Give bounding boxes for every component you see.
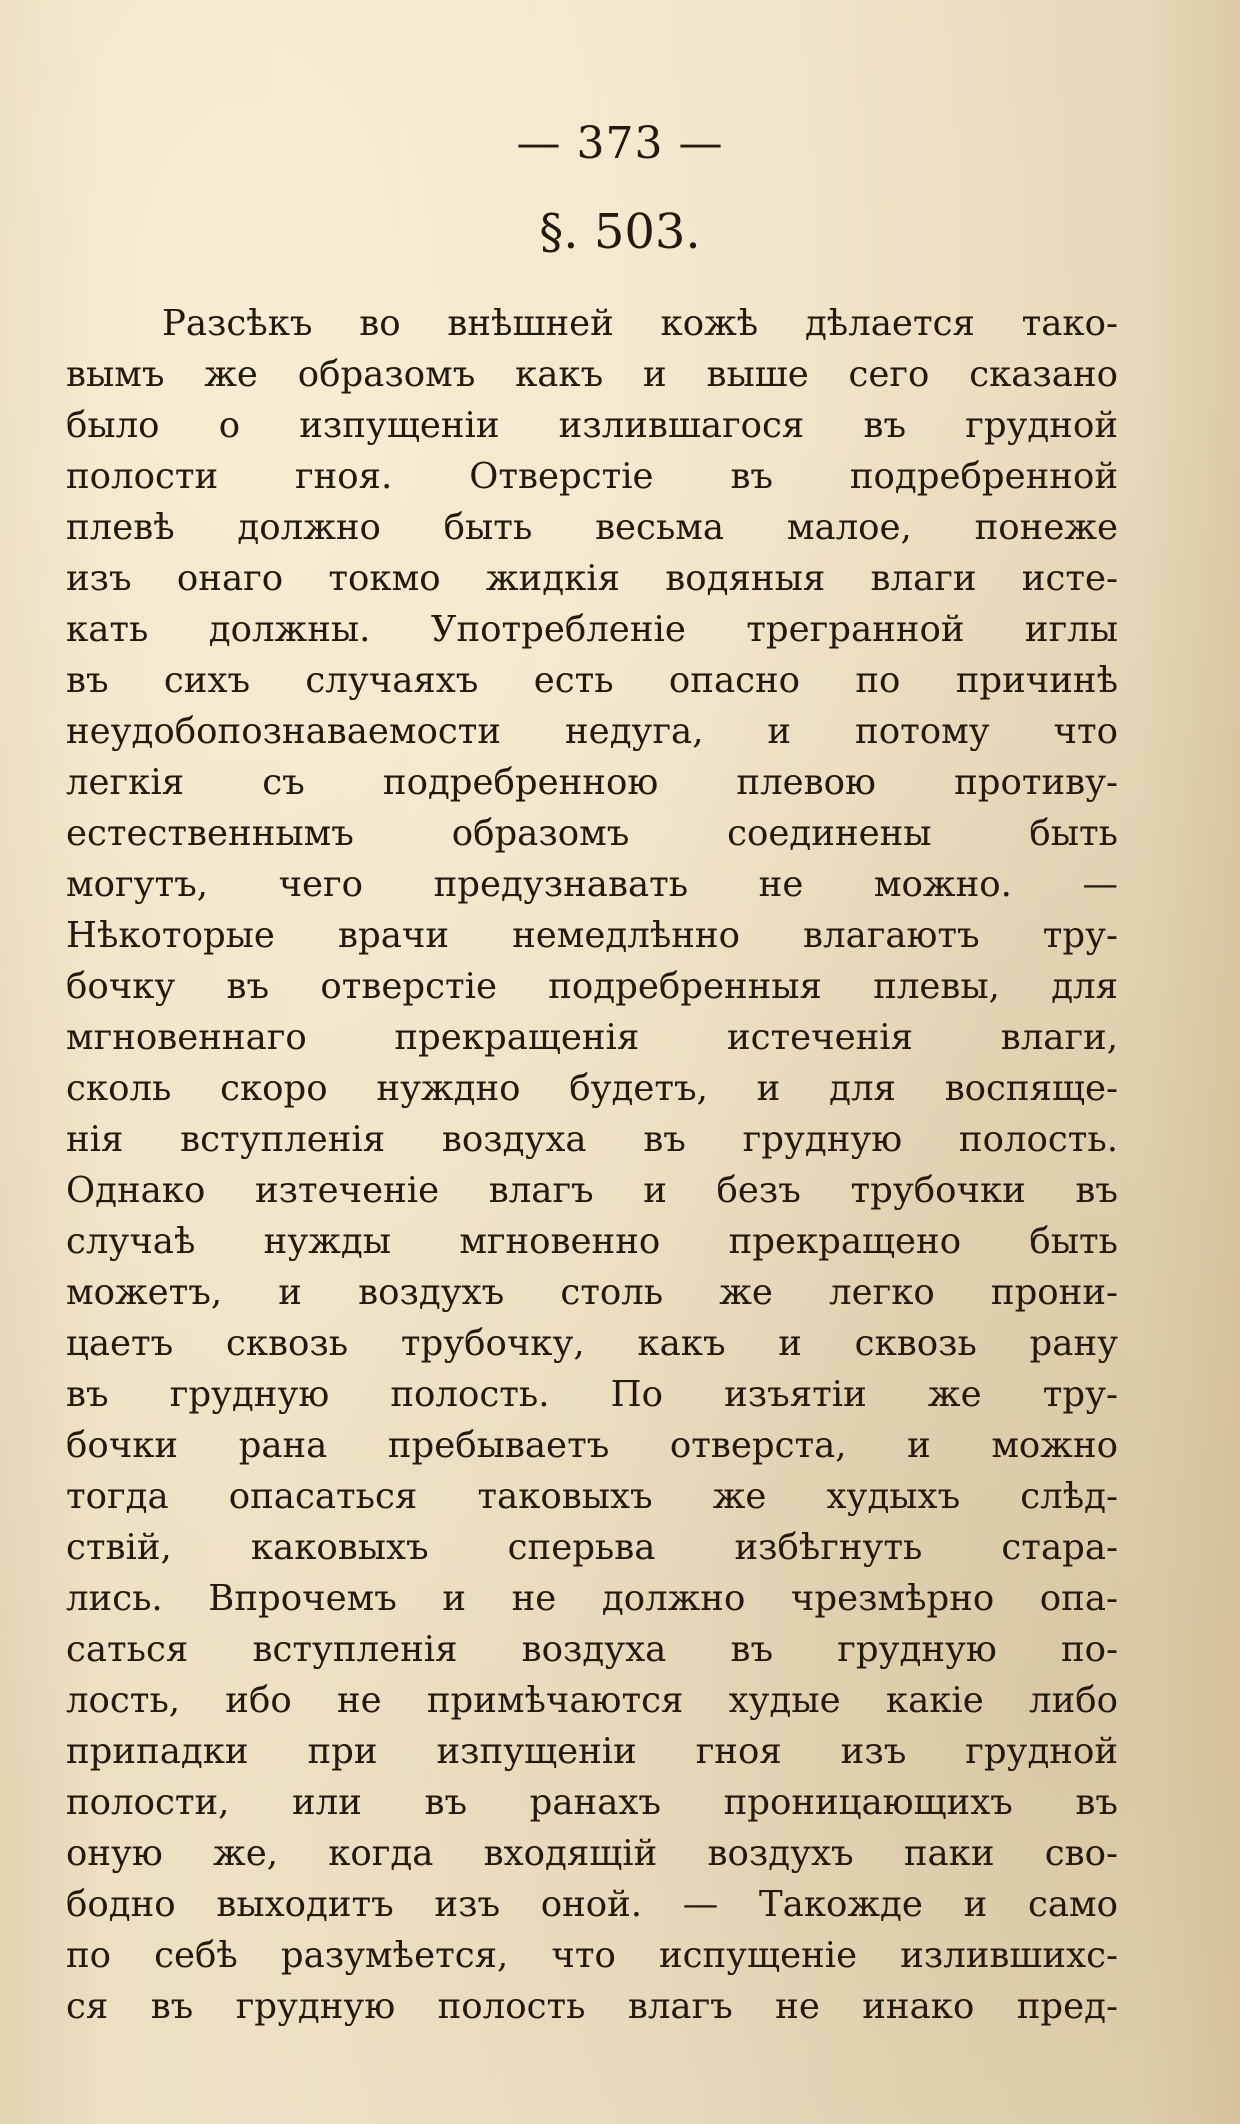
text-line: могутъ, чего предузнавать не можно. —: [66, 864, 1118, 905]
page-number: — 373 —: [516, 118, 724, 169]
text-line: кать должны. Употребленіе трегранной иглы: [66, 609, 1118, 650]
text-line: оную же, когда входящій воздухъ паки сво-: [66, 1833, 1118, 1874]
text-line: тогда опасаться таковыхъ же худыхъ слѣд-: [66, 1476, 1118, 1517]
text-line: вымъ же образомъ какъ и выше сего сказано: [66, 354, 1118, 395]
text-line: Разсѣкъ во внѣшней кожѣ дѣлается тако-: [162, 303, 1118, 344]
text-line: ствій, каковыхъ сперьва избѣгнуть стара-: [66, 1527, 1118, 1568]
text-line: изъ онаго токмо жидкія водяныя влаги исте-: [66, 558, 1118, 599]
text-line: по себѣ разумѣется, что испущеніе излившихс-: [66, 1935, 1118, 1976]
section-heading: §. 503.: [539, 204, 701, 260]
text-line: неудобопознаваемости недуга, и потому что: [66, 711, 1118, 752]
body-paragraph: [66, 298, 1118, 2032]
text-line: Однако изтеченіе влагъ и безъ трубочки въ: [66, 1170, 1118, 1211]
text-line: полости, или въ ранахъ проницающихъ въ: [66, 1782, 1118, 1823]
text-line: мгновеннаго прекращенія истеченія влаги,: [66, 1017, 1118, 1058]
text-line: нія вступленія воздуха въ грудную полость.: [66, 1119, 1118, 1160]
text-line: въ сихъ случаяхъ есть опасно по причинѣ: [66, 660, 1118, 701]
text-line: случаѣ нужды мгновенно прекращено быть: [66, 1221, 1118, 1262]
text-line: бочку въ отверстіе подребренныя плевы, для: [66, 966, 1118, 1007]
text-line: въ грудную полость. По изъятіи же тру-: [66, 1374, 1118, 1415]
text-line: бодно выходитъ изъ оной. — Такожде и само: [66, 1884, 1118, 1925]
text-line: припадки при изпущеніи гноя изъ грудной: [66, 1731, 1118, 1772]
text-line: бочки рана пребываетъ отверста, и можно: [66, 1425, 1118, 1466]
text-line: можетъ, и воздухъ столь же легко прони-: [66, 1272, 1118, 1313]
text-line: было о изпущеніи излившагося въ грудной: [66, 405, 1118, 446]
text-line: естественнымъ образомъ соединены быть: [66, 813, 1118, 854]
text-line: сколь скоро нуждно будетъ, и для воспяще-: [66, 1068, 1118, 1109]
text-line: лость, ибо не примѣчаются худые какіе либо: [66, 1680, 1118, 1721]
text-line: плевѣ должно быть весьма малое, понеже: [66, 507, 1118, 548]
text-line: цаетъ сквозь трубочку, какъ и сквозь рану: [66, 1323, 1118, 1364]
text-line: саться вступленія воздуха въ грудную по-: [66, 1629, 1118, 1670]
text-line: лись. Впрочемъ и не должно чрезмѣрно опа-: [66, 1578, 1118, 1619]
text-line: Нѣкоторые врачи немедлѣнно влагаютъ тру-: [66, 915, 1118, 956]
text-line: легкія съ подребренною плевою противу-: [66, 762, 1118, 803]
text-line: полости гноя. Отверстіе въ подребренной: [66, 456, 1118, 497]
text-line: ся въ грудную полость влагъ не инако пред-: [66, 1986, 1118, 2027]
